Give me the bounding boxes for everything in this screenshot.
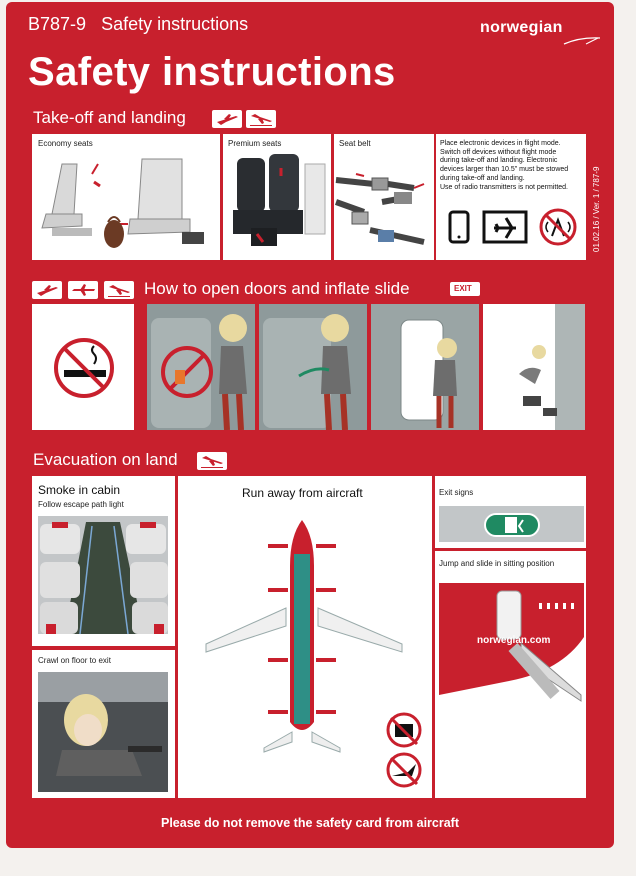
exit-signs-label: Exit signs [439,488,474,497]
door-step-4-illustration [483,304,585,430]
run-away-label: Run away from aircraft [242,486,363,500]
economy-seats-illustration [32,134,220,260]
jump-slide-illustration [435,551,586,798]
jump-slide-panel [435,551,586,798]
electronics-note-line: devices larger than 10.5" must be stowed [440,166,569,174]
version-stamp: 01.02.16 / Ver. 1 / 787-9 [592,166,601,252]
electronic-devices-panel [436,134,586,260]
seat-belt-illustration [334,134,434,260]
crawl-label: Crawl on floor to exit [38,656,111,665]
landing-icon [197,452,227,470]
no-smoking-panel [32,304,134,430]
card-header [28,14,248,35]
header-doc-title: Safety instructions [101,14,249,34]
premium-seats-panel [223,134,331,260]
fuselage-logo-text: norwegian.com [477,635,551,646]
smoke-in-cabin-panel [32,476,175,646]
door-step-3 [371,304,479,430]
seat-belt-panel [334,134,434,260]
brand-swoosh-icon [562,35,602,47]
door-step-1-illustration [147,304,255,430]
cabin-aisle-illustration [32,476,175,646]
no-smoking-icon [32,304,134,430]
economy-seats-label: Economy seats [38,139,93,148]
landing-icon [246,110,276,128]
exit-badge-text: EXIT [454,284,472,293]
aircraft-evacuation-diagram [178,476,432,798]
no-high-heels-icon [388,754,420,786]
electronics-note-line: Use of radio transmitters is not permitted. [440,183,568,191]
seat-belt-label: Seat belt [339,139,371,148]
electronics-icons [436,134,586,260]
electronics-note-line: during take-off and landing. [440,174,525,182]
door-step-4 [483,304,585,430]
economy-seats-panel [32,134,220,260]
door-step-1 [147,304,255,430]
door-step-2 [259,304,367,430]
flight-mode-icon [484,212,526,242]
footer-note: Please do not remove the safety card from aircraft [160,816,460,830]
door-step-2-illustration [259,304,367,430]
premium-seats-illustration [223,134,331,260]
no-radio-transmitter-icon [541,210,575,244]
phone-icon [450,212,468,242]
takeoff-icon [32,281,62,299]
electronics-note-line: Place electronic devices in flight mode. [440,140,561,147]
no-baggage-icon [388,714,420,746]
exit-badge [450,282,480,296]
takeoff-heading: Take-off and landing [33,108,186,127]
takeoff-icon [212,110,242,128]
crawl-illustration [32,650,175,798]
exit-signs-panel [435,476,586,548]
evacuation-heading: Evacuation on land [33,450,178,469]
door-step-3-illustration [371,304,479,430]
run-away-panel [178,476,432,798]
aircraft-model: B787-9 [28,14,87,34]
crawl-panel [32,650,175,798]
electronics-note-line: Switch off devices without flight mode [440,148,557,156]
safety-card [6,2,614,848]
landing-icon [104,281,134,299]
doors-heading: How to open doors and inflate slide [144,279,410,298]
cruise-icon [68,281,98,299]
smoke-subtitle: Follow escape path light [38,500,124,509]
brand-logo: norwegian [480,19,563,36]
page-title: Safety instructions [28,50,396,94]
jump-slide-label: Jump and slide in sitting position [439,559,555,568]
electronics-note-line: during take-off and landing. Electronic [440,157,558,165]
premium-seats-label: Premium seats [228,139,282,148]
smoke-title: Smoke in cabin [38,483,121,497]
exit-sign-icon [435,476,586,548]
